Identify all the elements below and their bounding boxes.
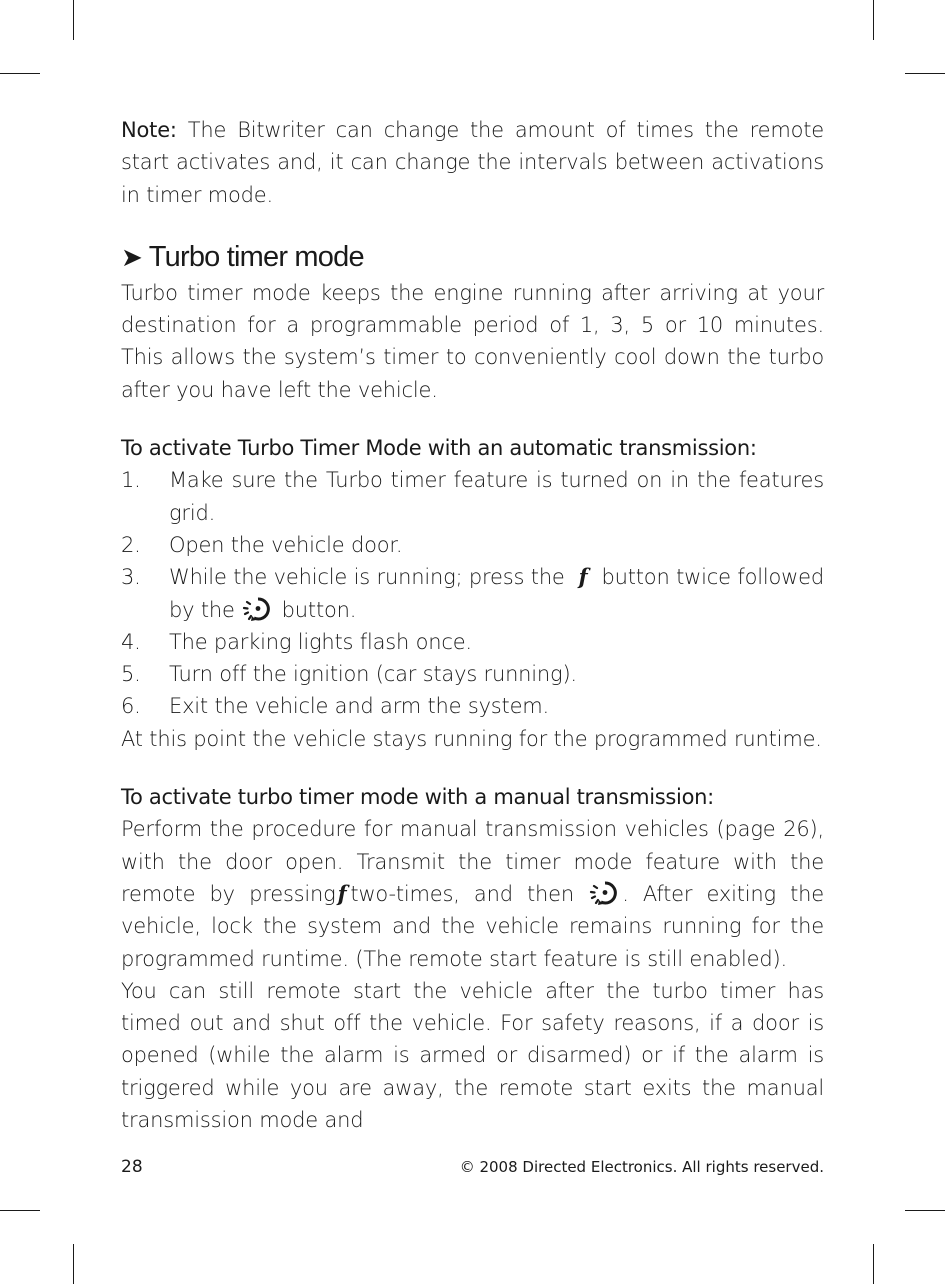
crop-mark-bottom-right — [873, 1244, 874, 1284]
automatic-subheading: To activate Turbo Timer Mode with an automatic transmission: — [121, 436, 757, 461]
section-intro: Turbo timer mode keeps the engine running after arriving at your destination for a programmable period of 1, 3, 5 or 10 minutes. This allows the system’s timer to conveniently cool down the turbo after you have left the vehicle. — [121, 280, 824, 402]
crop-mark-top-right — [873, 0, 874, 40]
manual-paragraph-2: You can still remote start the vehicle after the turbo timer has timed out and shut off the vehicle. For safety reasons, if a door is opened (while the alarm is armed or disarmed) or if the alarm is triggered while you are away, the remote start exits the manual transmission mode and — [121, 978, 824, 1133]
step-text-after: button. — [281, 597, 357, 622]
step-number: 4. — [121, 629, 141, 654]
note-text: The Bitwriter can change the amount of times the remote start activates and, it can change the intervals between activations in timer mode. — [121, 118, 824, 207]
step-text-middle: button twice followed by the — [169, 565, 824, 622]
crop-mark-bottom-left — [73, 1244, 74, 1284]
note-label: Note: — [121, 118, 177, 142]
step-text — [169, 561, 824, 626]
crop-mark-top-left-h — [0, 73, 40, 74]
crop-mark-top-right-h — [905, 73, 945, 74]
automatic-closing: At this point the vehicle stays running for the programmed runtime. — [121, 726, 822, 751]
step-text: The parking lights flash once. — [169, 629, 472, 654]
step-number: 3. — [121, 565, 141, 590]
step-text: Make sure the Turbo timer feature is turned on in the features grid. — [169, 468, 824, 525]
list-item — [121, 690, 824, 722]
step-number: 6. — [121, 694, 141, 719]
step-text: Exit the vehicle and arm the system. — [169, 694, 550, 719]
crop-mark-bottom-right-h — [905, 1210, 945, 1211]
step-number: 5. — [121, 662, 141, 687]
page-footer — [121, 1157, 824, 1177]
manual-paragraph-1 — [121, 813, 824, 974]
page-number: 28 — [121, 1157, 143, 1177]
function-f-icon: f — [337, 880, 347, 906]
copyright: © 2008 Directed Electronics. All rights reserved. — [459, 1158, 824, 1176]
list-item — [121, 626, 824, 658]
manual-para1-before: Perform the procedure for manual transmission vehicles (page 26), with the door open. Transmit the timer mode feature with the remote by pressing — [121, 817, 824, 906]
list-item — [121, 561, 824, 626]
step-text: Turn off the ignition (car stays running). — [169, 662, 577, 687]
step-text: Open the vehicle door. — [169, 532, 403, 557]
timer-mode-icon — [588, 879, 622, 907]
section-heading — [121, 237, 824, 277]
manual-para1-after: . After exiting the vehicle, lock the system and the vehicle remains running for the programmed runtime. (The remote start feature is still enabled). — [121, 881, 824, 971]
step-number: 1. — [121, 468, 141, 493]
step-number: 2. — [121, 532, 141, 557]
list-item — [121, 464, 824, 529]
list-item — [121, 529, 824, 561]
arrow-right-icon: ➤ — [121, 241, 143, 272]
section-heading-text: Turbo timer mode — [148, 240, 364, 273]
manual-page — [121, 114, 824, 1136]
automatic-steps-list — [121, 464, 824, 722]
manual-para1-middle: two-times, and then — [350, 881, 574, 906]
function-f-icon: f — [578, 564, 588, 590]
timer-mode-icon — [241, 595, 275, 623]
crop-mark-bottom-left-h — [0, 1210, 40, 1211]
crop-mark-top-left — [73, 0, 74, 40]
list-item — [121, 658, 824, 690]
note-paragraph — [121, 114, 824, 211]
step-text-before: While the vehicle is running; press the — [169, 565, 565, 590]
manual-subheading: To activate turbo timer mode with a manual transmission: — [121, 785, 714, 810]
